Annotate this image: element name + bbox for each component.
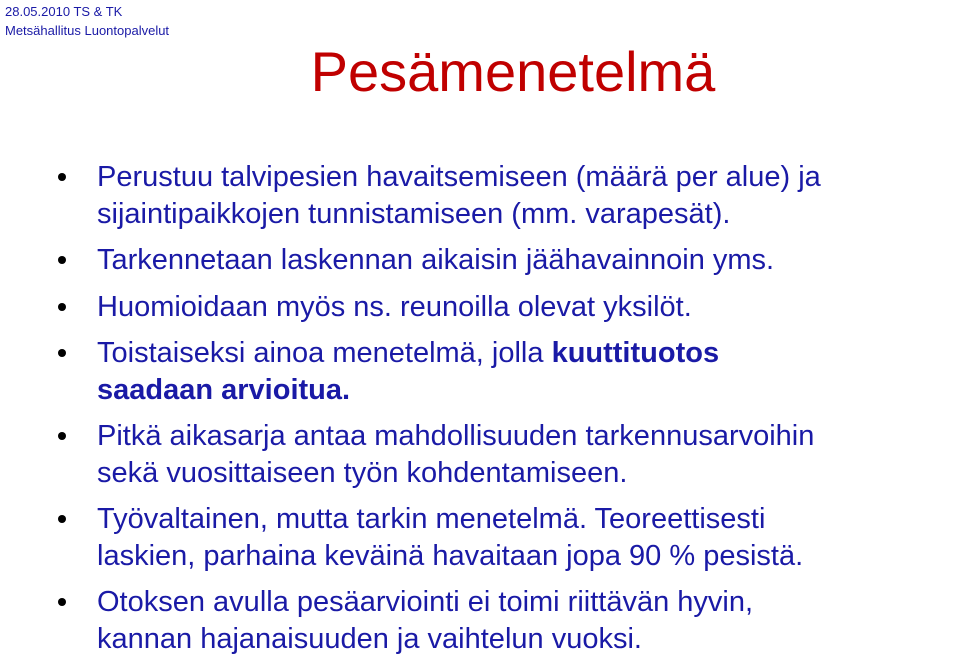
bullet-dot-icon <box>58 173 66 181</box>
bullet-text-line: Työvaltainen, mutta tarkin menetelmä. Teoreettisesti <box>97 503 766 535</box>
bullet-text-bold-line: saadaan arvioitua. <box>97 373 351 406</box>
bullet-text-line: kannan hajanaisuuden ja vaihtelun vuoksi. <box>97 622 642 655</box>
bullet-item <box>0 418 960 491</box>
bullet-text-line: Huomioidaan myös ns. reunoilla olevat yksilöt. <box>97 290 692 323</box>
bullet-item <box>0 159 960 232</box>
bullet-text-line: Perustuu talvipesien havaitsemiseen (määrä per alue) ja <box>97 161 821 193</box>
bullet-dot-icon <box>58 349 66 357</box>
bullet-text-line: Otoksen avulla pesäarviointi ei toimi riittävän hyvin, <box>97 586 754 618</box>
bullet-text-line: sijaintipaikkojen tunnistamiseen (mm. varapesät). <box>97 197 731 230</box>
bullet-dot-icon <box>58 303 66 311</box>
bullet-item <box>0 501 960 574</box>
slide-header <box>5 2 169 40</box>
bullet-dot-icon <box>58 598 66 606</box>
bullet-text-line: Pitkä aikasarja antaa mahdollisuuden tarkennusarvoihin <box>97 420 815 452</box>
bullet-text-plain: Toistaiseksi ainoa menetelmä, jolla <box>97 337 552 369</box>
bullet-text-line: laskien, parhaina keväinä havaitaan jopa 90 % pesistä. <box>97 539 804 572</box>
bullet-dot-icon <box>58 432 66 440</box>
bullet-dot-icon <box>58 256 66 264</box>
slide-title: Pesämenetelmä <box>310 40 716 103</box>
bullet-text-line: Tarkennetaan laskennan aikaisin jäähavainnoin yms. <box>97 244 775 276</box>
bullet-text-bold: kuuttituotos <box>551 337 720 369</box>
bullet-text-line <box>97 335 956 372</box>
header-date-line: 28.05.2010 TS & TK <box>5 4 123 19</box>
bullet-item <box>0 335 960 408</box>
bullet-item <box>0 289 960 326</box>
bullet-item <box>0 584 960 657</box>
bullet-list <box>0 159 960 659</box>
bullet-text-line: sekä vuosittaiseen työn kohdentamiseen. <box>97 456 628 489</box>
bullet-item <box>0 242 960 279</box>
header-organization-line: Metsähallitus Luontopalvelut <box>5 23 170 38</box>
bullet-dot-icon <box>58 515 66 523</box>
